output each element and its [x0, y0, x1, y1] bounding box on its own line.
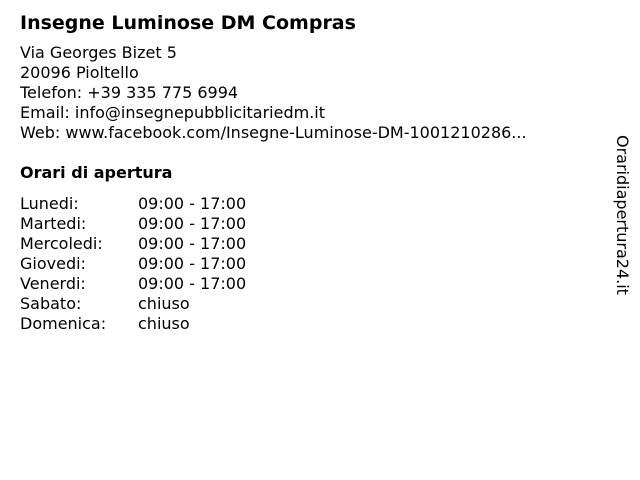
day-label: Mercoledi: [20, 234, 103, 253]
day-label: Giovedi: [20, 254, 86, 273]
opening-hours-table [20, 194, 246, 334]
day-hours: 09:00 - 17:00 [138, 214, 247, 233]
phone-line: Telefon: +39 335 775 6994 [20, 83, 239, 102]
hours-row-domenica [20, 314, 246, 334]
day-hours: 09:00 - 17:00 [138, 274, 247, 293]
address-street: Via Georges Bizet 5 [20, 43, 177, 62]
day-hours: chiuso [138, 294, 190, 313]
business-name: Insegne Luminose DM Compras [20, 12, 356, 34]
hours-row-giovedi [20, 254, 246, 274]
hours-title: Orari di apertura [20, 163, 173, 182]
watermark-text: Oraridiapertura24.it [613, 135, 632, 295]
day-label: Venerdi: [20, 274, 86, 293]
day-hours: 09:00 - 17:00 [138, 234, 247, 253]
day-label: Martedi: [20, 214, 87, 233]
day-hours: 09:00 - 17:00 [138, 194, 247, 213]
day-hours: 09:00 - 17:00 [138, 254, 247, 273]
watermark-vertical [610, 135, 634, 310]
web-line: Web: www.facebook.com/Insegne-Luminose-DM-1001210286... [20, 123, 527, 142]
contact-info [20, 43, 527, 143]
hours-row-lunedi [20, 194, 246, 214]
day-label: Domenica: [20, 314, 107, 333]
day-label: Lunedi: [20, 194, 79, 213]
address-city: 20096 Pioltello [20, 63, 139, 82]
hours-row-mercoledi [20, 234, 246, 254]
day-label: Sabato: [20, 294, 82, 313]
email-line: Email: info@insegnepubblicitariedm.it [20, 103, 326, 122]
hours-row-venerdi [20, 274, 246, 294]
hours-row-sabato [20, 294, 246, 314]
hours-row-martedi [20, 214, 246, 234]
day-hours: chiuso [138, 314, 190, 333]
